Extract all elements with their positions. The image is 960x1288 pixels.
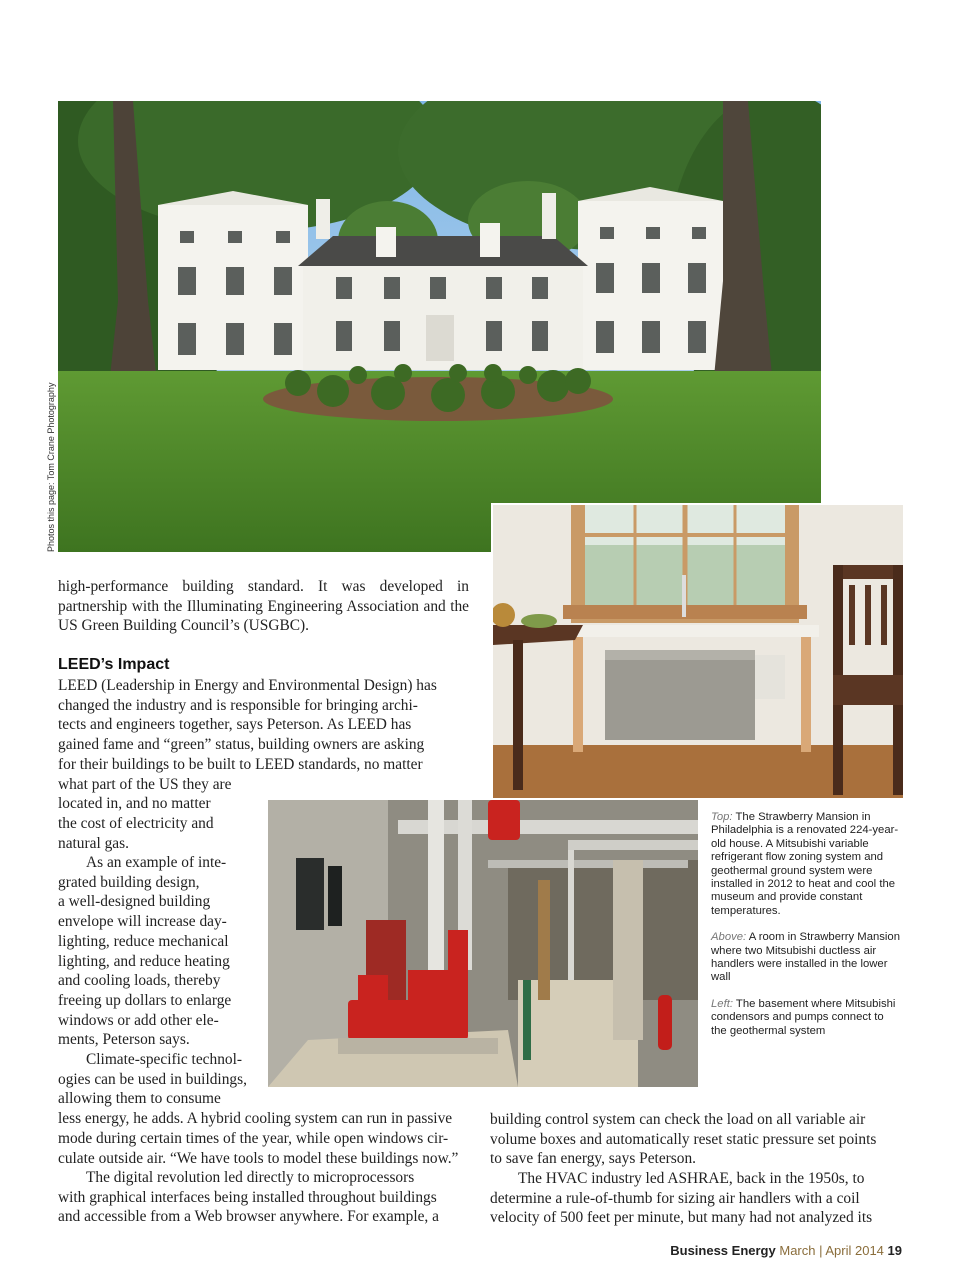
caption-above-text: A room in Strawberry Mansion where two Mitsubishi ductless air handlers were installed in the lower wall bbox=[711, 931, 900, 984]
climate-line: allowing them to consume bbox=[58, 1090, 221, 1108]
digital-paragraph bbox=[58, 1168, 439, 1227]
digital-line: with graphical interfaces being installed throughout buildings bbox=[58, 1188, 437, 1206]
caption-left-label: Left: bbox=[711, 997, 733, 1010]
footer-publication: Business Energy bbox=[670, 1243, 776, 1258]
leed-line: the cost of electricity and bbox=[58, 814, 214, 832]
right-line: building control system can check the load on all variable air bbox=[490, 1111, 866, 1128]
leed-line: LEED (Leadership in Energy and Environmental Design) has bbox=[58, 677, 437, 694]
right-line: volume boxes and automatically reset static pressure set points bbox=[490, 1130, 877, 1148]
caption-above bbox=[711, 931, 901, 985]
example-line: As an example of inte- bbox=[86, 854, 227, 871]
hvac-line: The HVAC industry led ASHRAE, back in the 1950s, to bbox=[518, 1170, 865, 1187]
mansion-illustration bbox=[58, 101, 821, 552]
hvac-line: velocity of 500 feet per minute, but many had not analyzed its bbox=[490, 1209, 873, 1227]
intro-paragraph: high-performance building standard. It was developed in partnership with the Illuminating Engineering Association and the US Green Building Council’s (USGBC). bbox=[58, 578, 469, 635]
photo-credit: Photos this page: Tom Crane Photography bbox=[46, 382, 56, 552]
digital-line: The digital revolution led directly to microprocessors bbox=[86, 1169, 415, 1186]
footer-issue-date: March | April 2014 bbox=[779, 1243, 884, 1258]
caption-top-text: The Strawberry Mansion in Philadelphia is a renovated 224-year-old house. A Mitsubishi variable refrigerant flow zoning system and geothermal ground system were installed in 2012 to heat and cool the museum and provide constant temperatures. bbox=[711, 811, 899, 917]
caption-top-label: Top: bbox=[711, 811, 733, 823]
example-line: lighting, and reduce heating bbox=[58, 952, 230, 970]
climate-paragraph bbox=[58, 1050, 458, 1168]
page-footer bbox=[670, 1243, 902, 1258]
climate-line: Climate-specific technol- bbox=[86, 1051, 242, 1068]
example-line: windows or add other ele- bbox=[58, 1011, 219, 1029]
hvac-line: determine a rule-of-thumb for sizing air handlers with a coil bbox=[490, 1189, 860, 1207]
leed-line: what part of the US they are bbox=[58, 775, 232, 793]
right-line: to save fan energy, says Peterson. bbox=[490, 1150, 697, 1168]
climate-line: mode during certain times of the year, while open windows cir- bbox=[58, 1129, 449, 1147]
leed-line: for their buildings to be built to LEED standards, no matter bbox=[58, 755, 423, 773]
right-column-paragraph bbox=[490, 1110, 876, 1169]
leed-line: located in, and no matter bbox=[58, 795, 211, 813]
room-photo bbox=[491, 503, 903, 798]
caption-left-text: The basement where Mitsubishi condensors and pumps connect to the geothermal system bbox=[711, 997, 896, 1037]
room-illustration bbox=[493, 505, 903, 798]
section-heading: LEED’s Impact bbox=[58, 656, 170, 673]
example-line: envelope will increase day- bbox=[58, 913, 227, 931]
example-line: a well-designed building bbox=[58, 893, 211, 911]
mansion-photo bbox=[58, 101, 821, 552]
climate-line: culate outside air. “We have tools to model these buildings now.” bbox=[58, 1149, 459, 1167]
leed-paragraph bbox=[58, 676, 469, 853]
leed-line: gained fame and “green” status, building owners are asking bbox=[58, 736, 425, 754]
example-line: and cooling loads, thereby bbox=[58, 972, 221, 990]
example-line: ments, Peterson says. bbox=[58, 1031, 190, 1049]
example-line: freeing up dollars to enlarge bbox=[58, 991, 232, 1009]
example-line: lighting, reduce mechanical bbox=[58, 932, 229, 950]
example-line: grated building design, bbox=[58, 873, 200, 891]
hvac-paragraph bbox=[490, 1169, 872, 1228]
climate-line: less energy, he adds. A hybrid cooling system can run in passive bbox=[58, 1110, 453, 1128]
footer-page-number: 19 bbox=[887, 1243, 902, 1258]
digital-line: and accessible from a Web browser anywhere. For example, a bbox=[58, 1208, 439, 1226]
caption-left bbox=[711, 998, 901, 1038]
caption-above-label: Above: bbox=[711, 931, 747, 944]
leed-line: changed the industry and is responsible for bringing archi- bbox=[58, 696, 418, 714]
caption-top bbox=[711, 811, 901, 918]
photo-captions bbox=[711, 811, 901, 1051]
leed-line: tects and engineers together, says Peterson. As LEED has bbox=[58, 716, 412, 734]
leed-line: natural gas. bbox=[58, 834, 129, 852]
climate-line: ogies can be used in buildings, bbox=[58, 1070, 247, 1088]
example-paragraph bbox=[58, 853, 231, 1050]
